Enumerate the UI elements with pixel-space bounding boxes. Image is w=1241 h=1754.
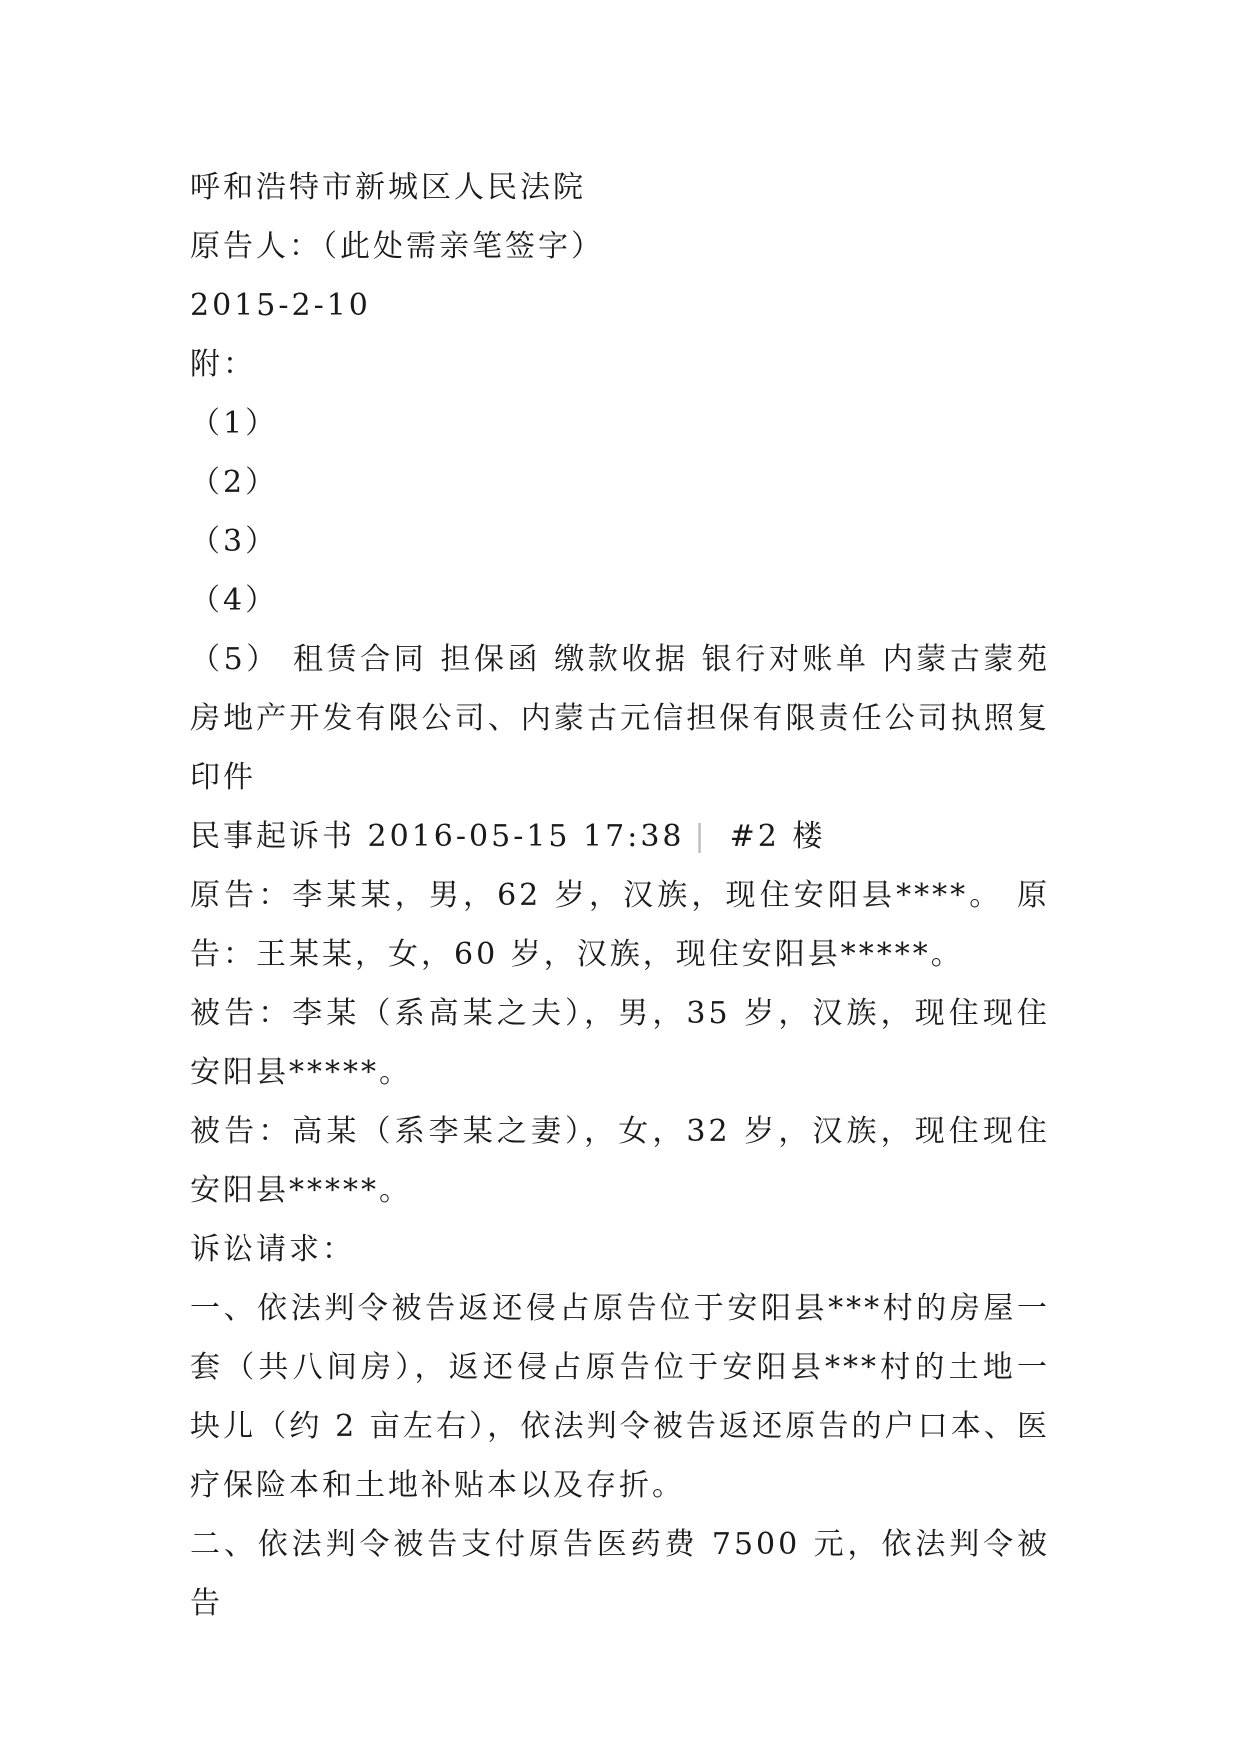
document-body — [190, 158, 1050, 1633]
post-title: 民事起诉书 2016-05-15 17:38 — [190, 819, 685, 854]
plaintiffs-paragraph: 原告：李某某，男，62 岁，汉族，现住安阳县****。 原告：王某某，女，60 岁，汉族，现住安阳县*****。 — [190, 878, 1050, 972]
post-floor: #2 楼 — [729, 819, 826, 854]
attachment-item: （2） — [190, 465, 279, 500]
post-header — [190, 807, 1050, 866]
defendant-paragraph: 被告：高某（系李某之妻），女，32 岁，汉族，现住现住安阳县*****。 — [190, 1114, 1050, 1208]
claim-paragraph: 一、依法判令被告返还侵占原告位于安阳县***村的房屋一套（共八间房），返还侵占原告位于安阳县***村的土地一块儿（约 2 亩左右），依法判令被告返还原告的户口本、医疗保险本和土地补贴本以及存折。 — [190, 1291, 1050, 1503]
court-name: 呼和浩特市新城区人民法院 — [190, 170, 586, 205]
attachment-item: （4） — [190, 583, 279, 618]
claims-label: 诉讼请求： — [190, 1232, 355, 1267]
plaintiff-signature-line: 原告人：（此处需亲笔签字） — [190, 229, 604, 264]
document-date: 2015-2-10 — [190, 288, 371, 323]
defendant-paragraph: 被告：李某（系高某之夫），男，35 岁，汉族，现住现住安阳县*****。 — [190, 996, 1050, 1090]
post-separator: | — [694, 819, 708, 854]
claim-paragraph: 二、依法判令被告支付原告医药费 7500 元，依法判令被告 — [190, 1527, 1050, 1621]
attachment-item-5: （5） 租赁合同 担保函 缴款收据 银行对账单 内蒙古蒙苑房地产开发有限公司、内蒙古元信担保有限责任公司执照复印件 — [190, 642, 1050, 795]
attachment-item: （1） — [190, 406, 279, 441]
attachments-label: 附： — [190, 347, 256, 382]
attachment-item: （3） — [190, 524, 279, 559]
